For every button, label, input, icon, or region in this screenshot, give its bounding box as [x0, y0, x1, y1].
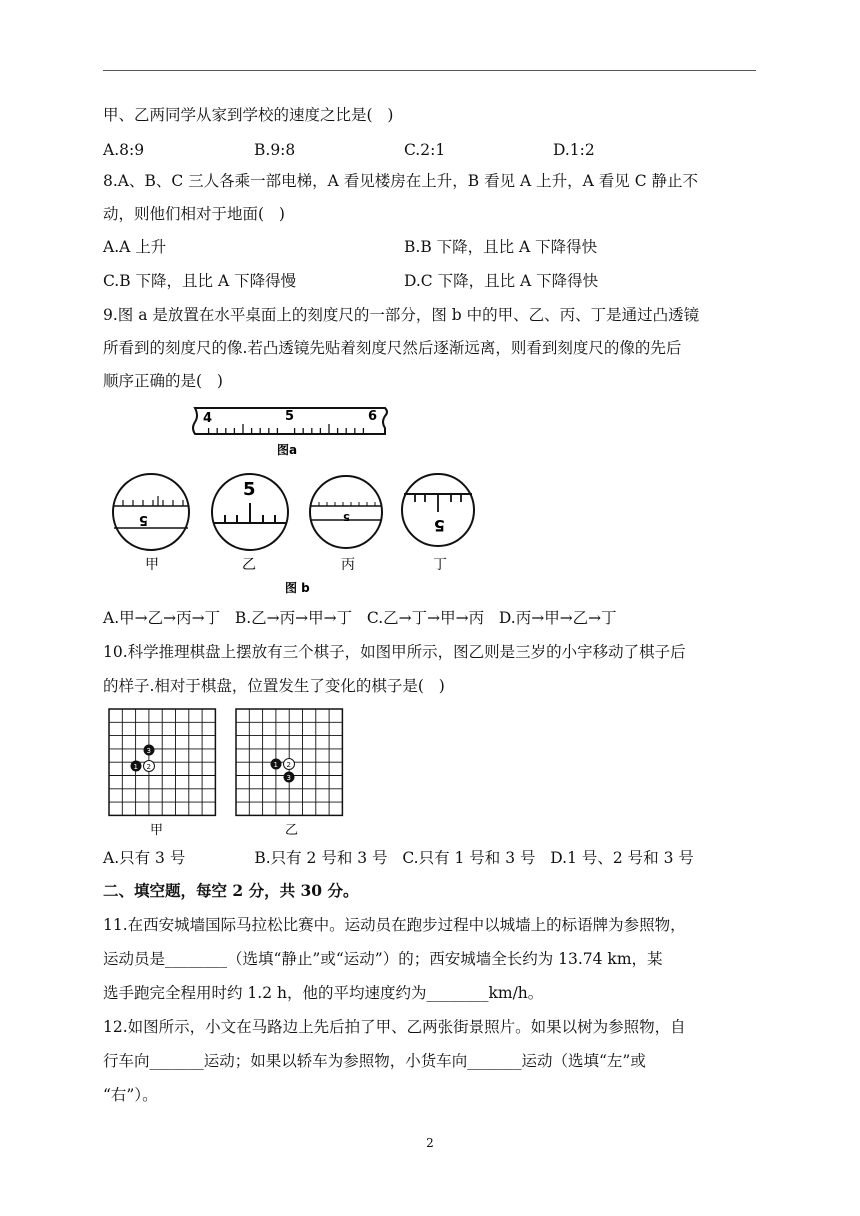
ruler-label-4: 4 — [203, 411, 213, 426]
figure-chessboards — [100, 705, 360, 840]
svg-text:2: 2 — [286, 761, 291, 769]
board-label-yi: 乙 — [285, 823, 299, 838]
board-jia — [109, 709, 215, 815]
q12-stem-line-2: 行车向_______运动；如果以轿车为参照物，小货车向_______运动（选填“左”或 — [103, 1052, 646, 1070]
board-jia-piece-1 — [131, 761, 142, 772]
svg-text:2: 2 — [146, 763, 151, 771]
svg-text:3: 3 — [146, 747, 151, 755]
q8-stem-line-1: 8.A、B、C 三人各乘一部电梯，A 看见楼房在上升，B 看见 A 上升，A 看见 C 静止不 — [103, 172, 698, 190]
q8-option-d: D.C 下降，且比 A 下降得快 — [404, 272, 599, 290]
q11-stem-line-3: 选手跑完全程用时约 1.2 h，他的平均速度约为________km/h。 — [103, 984, 544, 1002]
q8-option-b: B.B 下降，且比 A 下降得快 — [404, 238, 598, 256]
q9-stem-line-3: 顺序正确的是( ) — [103, 372, 223, 390]
board-yi-piece-1 — [271, 759, 282, 770]
q10-stem-line-2: 的样子.相对于棋盘，位置发生了变化的棋子是( ) — [103, 677, 445, 695]
ruler-label-6: 6 — [368, 409, 378, 424]
lens-bing-digit: 5 — [343, 511, 350, 522]
q7-option-b: B.9:8 — [254, 141, 296, 159]
lens-ding — [402, 474, 474, 546]
lens-bing — [310, 476, 382, 548]
q10-stem-line-1: 10.科学推理棋盘上摆放有三个棋子，如图甲所示，图乙则是三岁的小宇移动了棋子后 — [103, 643, 686, 661]
svg-text:1: 1 — [133, 763, 138, 771]
lens-jia-digit: 5 — [138, 512, 148, 527]
q9-options: A.甲→乙→丙→丁 B.乙→丙→甲→丁 C.乙→丁→甲→丙 D.丙→甲→乙→丁 — [103, 609, 617, 627]
q11-stem-line-1: 11.在西安城墙国际马拉松比赛中。运动员在跑步过程中以城墙上的标语牌为参照物， — [103, 916, 686, 934]
lens-label-bing: 丙 — [341, 557, 355, 573]
figure-b-caption: 图 b — [285, 581, 310, 595]
ruler-label-5: 5 — [285, 409, 295, 424]
lens-yi — [212, 474, 288, 550]
board-label-jia: 甲 — [150, 823, 164, 838]
q11-stem-line-2: 运动员是________（选填“静止”或“运动”）的；西安城墙全长约为 13.74 km，某 — [103, 950, 663, 968]
figure-a-caption: 图a — [277, 443, 298, 457]
board-jia-piece-2 — [144, 761, 155, 772]
q7-option-c: C.2:1 — [404, 141, 446, 159]
q9-stem-line-2: 所看到的刻度尺的像.若凸透镜先贴着刻度尺然后逐渐远离，则看到刻度尺的像的先后 — [103, 339, 682, 357]
svg-text:3: 3 — [286, 774, 291, 782]
lens-label-jia: 甲 — [145, 557, 159, 573]
board-yi-piece-2 — [284, 759, 295, 770]
svg-text:1: 1 — [273, 761, 278, 769]
q12-stem-line-1: 12.如图所示，小文在马路边上先后拍了甲、乙两张街景照片。如果以树为参照物，自 — [103, 1018, 686, 1036]
header-rule — [103, 70, 756, 71]
q8-stem-line-2: 动，则他们相对于地面( ) — [103, 205, 285, 223]
lens-label-ding: 丁 — [433, 557, 447, 573]
board-yi-piece-3 — [284, 772, 295, 783]
figure-b-lenses — [105, 468, 485, 598]
q12-stem-line-3: “右”）。 — [103, 1086, 158, 1104]
figure-a-ruler — [185, 400, 395, 460]
q8-option-c: C.B 下降，且比 A 下降得慢 — [103, 272, 297, 290]
page-number: 2 — [426, 1136, 434, 1150]
lens-jia — [113, 474, 189, 550]
q8-option-a: A.A 上升 — [103, 238, 167, 256]
q9-stem-line-1: 9.图 a 是放置在水平桌面上的刻度尺的一部分，图 b 中的甲、乙、丙、丁是通过凸透镜 — [103, 306, 700, 324]
q10-options: A.只有 3 号 B.只有 2 号和 3 号 C.只有 1 号和 3 号 D.1 号、2 号和 3 号 — [103, 849, 694, 867]
q7-option-a: A.8:9 — [103, 141, 145, 159]
q7-option-d: D.1:2 — [553, 141, 595, 159]
lens-yi-digit: 5 — [243, 479, 256, 500]
board-jia-piece-3 — [144, 745, 155, 756]
section-2-heading: 二、填空题，每空 2 分，共 30 分。 — [103, 881, 359, 900]
lens-ding-digit: 5 — [433, 516, 445, 535]
q7-stem-tail: 甲、乙两同学从家到学校的速度之比是( ) — [103, 106, 394, 124]
lens-label-yi: 乙 — [242, 557, 256, 573]
